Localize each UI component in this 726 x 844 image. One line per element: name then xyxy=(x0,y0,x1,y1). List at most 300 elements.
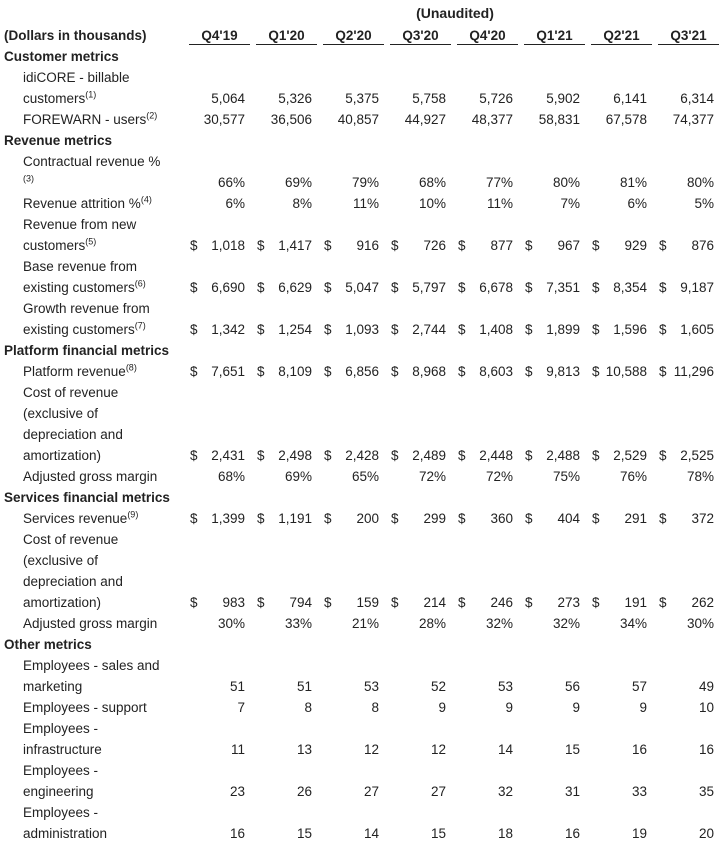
value-text: 27 xyxy=(430,784,446,799)
value-cell xyxy=(253,655,320,697)
currency-symbol: $ xyxy=(659,448,667,463)
row-label-text: Services revenue xyxy=(23,511,128,526)
value-text: 14 xyxy=(497,742,513,757)
value-text: 360 xyxy=(490,511,513,526)
currency-symbol: $ xyxy=(458,511,466,526)
value-cell xyxy=(253,508,320,529)
value-cell xyxy=(454,382,521,466)
currency-symbol: $ xyxy=(257,448,265,463)
footnote-marker: (2) xyxy=(146,110,158,121)
value-cell xyxy=(387,760,454,802)
currency-symbol: $ xyxy=(458,280,466,295)
quarter-header xyxy=(588,25,655,46)
table-row xyxy=(4,718,722,760)
value-text: 9 xyxy=(639,700,647,715)
table-row xyxy=(4,508,722,529)
value-text: 2,529 xyxy=(613,448,647,463)
value-cell xyxy=(588,67,655,109)
value-cell xyxy=(588,697,655,718)
value-cell xyxy=(655,151,722,193)
header-row xyxy=(4,25,722,46)
value-cell xyxy=(588,382,655,466)
value-cell xyxy=(655,697,722,718)
value-cell xyxy=(186,760,253,802)
value-text: 877 xyxy=(490,238,513,253)
currency-symbol: $ xyxy=(257,238,265,253)
row-label-line xyxy=(23,508,186,529)
currency-symbol: $ xyxy=(592,238,600,253)
currency-symbol: $ xyxy=(659,595,667,610)
section-header-row xyxy=(4,487,722,508)
section-header-row xyxy=(4,634,722,655)
value-text: 2,448 xyxy=(479,448,513,463)
value-cell xyxy=(655,718,722,760)
currency-symbol: $ xyxy=(324,322,332,337)
value-text: 66% xyxy=(217,175,245,190)
value-text: 1,605 xyxy=(680,322,714,337)
value-text: 51 xyxy=(296,679,312,694)
value-text: 2,525 xyxy=(680,448,714,463)
value-cell xyxy=(588,466,655,487)
value-cell xyxy=(387,529,454,613)
value-cell xyxy=(320,718,387,760)
value-cell xyxy=(521,109,588,130)
currency-symbol: $ xyxy=(458,448,466,463)
value-cell xyxy=(454,361,521,382)
currency-symbol: $ xyxy=(190,322,198,337)
row-label-line xyxy=(23,760,186,781)
value-text: 78% xyxy=(686,469,714,484)
value-cell xyxy=(521,256,588,298)
value-cell xyxy=(588,151,655,193)
table-row xyxy=(4,802,722,844)
value-cell xyxy=(186,256,253,298)
row-label-text: Cost of revenue xyxy=(23,532,119,547)
value-text: 1,417 xyxy=(278,238,312,253)
value-cell xyxy=(521,67,588,109)
row-label-text: customers xyxy=(23,238,86,253)
value-text: 77% xyxy=(485,175,513,190)
currency-symbol: $ xyxy=(190,448,198,463)
table-row xyxy=(4,214,722,256)
value-text: 72% xyxy=(418,469,446,484)
value-cell xyxy=(387,109,454,130)
value-text: 6,314 xyxy=(680,91,714,106)
value-cell xyxy=(655,298,722,340)
currency-symbol: $ xyxy=(659,364,667,379)
currency-symbol: $ xyxy=(592,322,600,337)
value-cell xyxy=(387,298,454,340)
row-label-text: Growth revenue from xyxy=(23,301,150,316)
footnote-marker: (1) xyxy=(85,89,97,100)
value-cell xyxy=(186,697,253,718)
value-cell xyxy=(186,613,253,634)
value-text: 81% xyxy=(619,175,647,190)
value-cell xyxy=(320,760,387,802)
currency-symbol: $ xyxy=(190,238,198,253)
row-label-line xyxy=(23,319,186,340)
value-text: 79% xyxy=(351,175,379,190)
row-label-line xyxy=(23,67,186,88)
value-text: 2,488 xyxy=(546,448,580,463)
row-label-text: Revenue from new xyxy=(23,217,137,232)
section-title: Customer metrics xyxy=(4,49,119,64)
quarter-header-label: Q4'20 xyxy=(457,28,517,45)
row-label-text: (exclusive of xyxy=(23,553,99,568)
row-label xyxy=(4,529,186,613)
row-label-text: Employees - xyxy=(23,763,99,778)
value-cell xyxy=(387,151,454,193)
row-label-line xyxy=(23,151,186,172)
value-text: 34% xyxy=(619,616,647,631)
table-row xyxy=(4,697,722,718)
value-text: 53 xyxy=(497,679,513,694)
row-label-line xyxy=(23,235,186,256)
row-label-text: Employees - xyxy=(23,721,99,736)
value-text: 726 xyxy=(423,238,446,253)
value-cell xyxy=(387,361,454,382)
row-label xyxy=(4,67,186,109)
value-text: 291 xyxy=(624,511,647,526)
table-row xyxy=(4,655,722,697)
value-text: 8% xyxy=(292,196,312,211)
value-cell xyxy=(655,466,722,487)
value-cell xyxy=(253,109,320,130)
value-text: 246 xyxy=(490,595,513,610)
quarter-header xyxy=(253,25,320,46)
value-text: 6,856 xyxy=(345,364,379,379)
value-cell xyxy=(655,361,722,382)
value-cell xyxy=(521,655,588,697)
value-cell xyxy=(186,655,253,697)
row-label-line xyxy=(23,739,186,760)
row-label-line xyxy=(23,109,186,130)
value-cell xyxy=(387,466,454,487)
value-cell xyxy=(588,802,655,844)
value-text: 12 xyxy=(363,742,379,757)
value-text: 5,726 xyxy=(479,91,513,106)
row-label-line xyxy=(23,361,186,382)
value-cell xyxy=(387,655,454,697)
row-label-text: engineering xyxy=(23,784,94,799)
value-text: 26 xyxy=(296,784,312,799)
value-text: 56 xyxy=(564,679,580,694)
row-label-text: Cost of revenue xyxy=(23,385,119,400)
value-cell xyxy=(186,718,253,760)
value-cell xyxy=(253,361,320,382)
value-text: 58,831 xyxy=(538,112,580,127)
row-label-text: Employees - support xyxy=(23,700,147,715)
row-label-line xyxy=(23,298,186,319)
value-cell xyxy=(320,802,387,844)
value-text: 5,902 xyxy=(546,91,580,106)
table-row xyxy=(4,298,722,340)
value-cell xyxy=(253,151,320,193)
value-text: 12 xyxy=(430,742,446,757)
value-text: 2,744 xyxy=(412,322,446,337)
value-text: 40,857 xyxy=(337,112,379,127)
quarter-header xyxy=(655,25,722,46)
value-cell xyxy=(454,214,521,256)
currency-symbol: $ xyxy=(525,595,533,610)
value-text: 191 xyxy=(624,595,647,610)
row-label xyxy=(4,193,186,214)
currency-symbol: $ xyxy=(324,595,332,610)
value-text: 7,351 xyxy=(546,280,580,295)
value-cell xyxy=(655,193,722,214)
value-cell xyxy=(186,193,253,214)
value-text: 33 xyxy=(631,784,647,799)
value-text: 2,498 xyxy=(278,448,312,463)
row-label-line xyxy=(23,571,186,592)
value-cell xyxy=(387,802,454,844)
value-cell xyxy=(320,382,387,466)
table-row xyxy=(4,256,722,298)
row-label-text: marketing xyxy=(23,679,83,694)
value-text: 51 xyxy=(229,679,245,694)
currency-symbol: $ xyxy=(458,364,466,379)
value-text: 6% xyxy=(225,196,245,211)
value-text: 14 xyxy=(363,826,379,841)
value-cell xyxy=(521,382,588,466)
value-text: 9,813 xyxy=(546,364,580,379)
value-cell xyxy=(588,655,655,697)
currency-symbol: $ xyxy=(190,364,198,379)
value-text: 5,047 xyxy=(345,280,379,295)
value-cell xyxy=(186,508,253,529)
value-text: 74,377 xyxy=(672,112,714,127)
value-cell xyxy=(588,508,655,529)
row-label xyxy=(4,508,186,529)
value-text: 16 xyxy=(698,742,714,757)
value-cell xyxy=(320,193,387,214)
quarter-header xyxy=(454,25,521,46)
value-cell xyxy=(186,109,253,130)
value-text: 1,408 xyxy=(479,322,513,337)
value-text: 30% xyxy=(217,616,245,631)
row-label xyxy=(4,655,186,697)
table-row xyxy=(4,760,722,802)
currency-symbol: $ xyxy=(592,448,600,463)
value-text: 20 xyxy=(698,826,714,841)
value-text: 23 xyxy=(229,784,245,799)
value-text: 299 xyxy=(423,511,446,526)
value-text: 983 xyxy=(222,595,245,610)
value-cell xyxy=(253,697,320,718)
row-label-text: infrastructure xyxy=(23,742,102,757)
row-label xyxy=(4,466,186,487)
row-label xyxy=(4,760,186,802)
value-text: 27 xyxy=(363,784,379,799)
table-row xyxy=(4,67,722,109)
value-text: 8,109 xyxy=(278,364,312,379)
value-text: 5,758 xyxy=(412,91,446,106)
value-text: 53 xyxy=(363,679,379,694)
value-cell xyxy=(454,613,521,634)
row-label-text: depreciation and xyxy=(23,427,123,442)
value-text: 8 xyxy=(304,700,312,715)
row-label xyxy=(4,151,186,193)
row-label-line xyxy=(23,466,186,487)
value-text: 929 xyxy=(624,238,647,253)
value-cell xyxy=(320,109,387,130)
value-text: 8 xyxy=(371,700,379,715)
currency-symbol: $ xyxy=(324,280,332,295)
value-cell xyxy=(521,193,588,214)
value-cell xyxy=(588,298,655,340)
value-cell xyxy=(186,361,253,382)
footnote-marker: (4) xyxy=(140,194,152,205)
footnote-marker: (6) xyxy=(134,278,146,289)
value-text: 372 xyxy=(691,511,714,526)
value-cell xyxy=(521,529,588,613)
currency-symbol: $ xyxy=(324,511,332,526)
value-cell xyxy=(655,256,722,298)
currency-symbol: $ xyxy=(659,322,667,337)
value-cell xyxy=(320,67,387,109)
value-cell xyxy=(588,613,655,634)
currency-symbol: $ xyxy=(592,595,600,610)
value-cell xyxy=(655,67,722,109)
value-text: 1,899 xyxy=(546,322,580,337)
table-row xyxy=(4,382,722,466)
row-label-line xyxy=(23,172,186,193)
value-text: 10,588 xyxy=(605,364,647,379)
quarter-header xyxy=(521,25,588,46)
value-cell xyxy=(655,109,722,130)
value-text: 11 xyxy=(230,742,245,757)
value-text: 18 xyxy=(497,826,513,841)
unaudited-heading: (Unaudited) xyxy=(416,5,494,21)
value-text: 30% xyxy=(686,616,714,631)
currency-symbol: $ xyxy=(592,364,600,379)
value-cell xyxy=(454,760,521,802)
value-text: 1,342 xyxy=(211,322,245,337)
value-text: 32% xyxy=(552,616,580,631)
value-text: 31 xyxy=(564,784,580,799)
value-cell xyxy=(387,697,454,718)
row-label-line xyxy=(23,613,186,634)
value-cell xyxy=(454,193,521,214)
value-text: 6,690 xyxy=(211,280,245,295)
value-text: 262 xyxy=(691,595,714,610)
value-cell xyxy=(454,508,521,529)
value-text: 8,603 xyxy=(479,364,513,379)
value-cell xyxy=(655,613,722,634)
currency-symbol: $ xyxy=(525,238,533,253)
row-label-line xyxy=(23,592,186,613)
value-cell xyxy=(253,613,320,634)
currency-symbol: $ xyxy=(659,511,667,526)
row-label xyxy=(4,613,186,634)
row-label-line xyxy=(23,403,186,424)
currency-symbol: $ xyxy=(525,448,533,463)
value-text: 1,093 xyxy=(345,322,379,337)
footnote-marker: (3) xyxy=(23,173,34,184)
value-cell xyxy=(253,214,320,256)
value-cell xyxy=(186,382,253,466)
row-label xyxy=(4,109,186,130)
value-cell xyxy=(454,67,521,109)
value-text: 11% xyxy=(486,196,513,211)
value-cell xyxy=(320,508,387,529)
value-text: 69% xyxy=(284,175,312,190)
value-cell xyxy=(454,256,521,298)
value-cell xyxy=(588,529,655,613)
value-text: 9,187 xyxy=(680,280,714,295)
row-label-line xyxy=(23,214,186,235)
currency-symbol: $ xyxy=(190,595,198,610)
value-text: 16 xyxy=(564,826,580,841)
currency-symbol: $ xyxy=(391,364,399,379)
footnote-marker: (9) xyxy=(127,509,139,520)
value-cell xyxy=(454,151,521,193)
value-cell xyxy=(387,382,454,466)
value-text: 2,428 xyxy=(345,448,379,463)
quarter-header-label: Q3'21 xyxy=(658,28,718,45)
row-label-text: Adjusted gross margin xyxy=(23,469,158,484)
row-label-line xyxy=(23,802,186,823)
value-text: 35 xyxy=(698,784,714,799)
value-cell xyxy=(521,697,588,718)
value-text: 68% xyxy=(418,175,446,190)
value-cell xyxy=(253,802,320,844)
row-label-line xyxy=(23,781,186,802)
section-title: Platform financial metrics xyxy=(4,343,170,358)
row-label xyxy=(4,256,186,298)
row-label-text: idiCORE - billable xyxy=(23,70,130,85)
value-cell xyxy=(655,760,722,802)
currency-symbol: $ xyxy=(391,595,399,610)
value-text: 9 xyxy=(505,700,513,715)
value-text: 5,326 xyxy=(278,91,312,106)
value-cell xyxy=(521,718,588,760)
value-cell xyxy=(253,466,320,487)
quarter-header xyxy=(186,25,253,46)
value-cell xyxy=(521,466,588,487)
value-text: 9 xyxy=(438,700,446,715)
value-text: 16 xyxy=(631,742,647,757)
value-text: 1,399 xyxy=(211,511,245,526)
metrics-table xyxy=(4,25,722,844)
section-title: Other metrics xyxy=(4,637,92,652)
value-text: 7% xyxy=(560,196,580,211)
value-text: 15 xyxy=(564,742,580,757)
row-label-text: Platform revenue xyxy=(23,364,126,379)
value-text: 52 xyxy=(430,679,446,694)
currency-symbol: $ xyxy=(257,280,265,295)
currency-symbol: $ xyxy=(592,280,600,295)
value-text: 80% xyxy=(686,175,714,190)
row-label xyxy=(4,382,186,466)
value-cell xyxy=(387,613,454,634)
row-label xyxy=(4,361,186,382)
currency-symbol: $ xyxy=(190,511,198,526)
currency-symbol: $ xyxy=(391,238,399,253)
row-label-line xyxy=(23,277,186,298)
currency-symbol: $ xyxy=(659,238,667,253)
value-cell xyxy=(186,802,253,844)
value-cell xyxy=(186,466,253,487)
value-cell xyxy=(320,655,387,697)
value-text: 9 xyxy=(572,700,580,715)
row-label-line xyxy=(23,445,186,466)
row-label xyxy=(4,718,186,760)
value-cell xyxy=(521,613,588,634)
value-cell xyxy=(387,193,454,214)
section-header-row xyxy=(4,340,722,361)
quarter-header-label: Q4'19 xyxy=(189,28,249,45)
